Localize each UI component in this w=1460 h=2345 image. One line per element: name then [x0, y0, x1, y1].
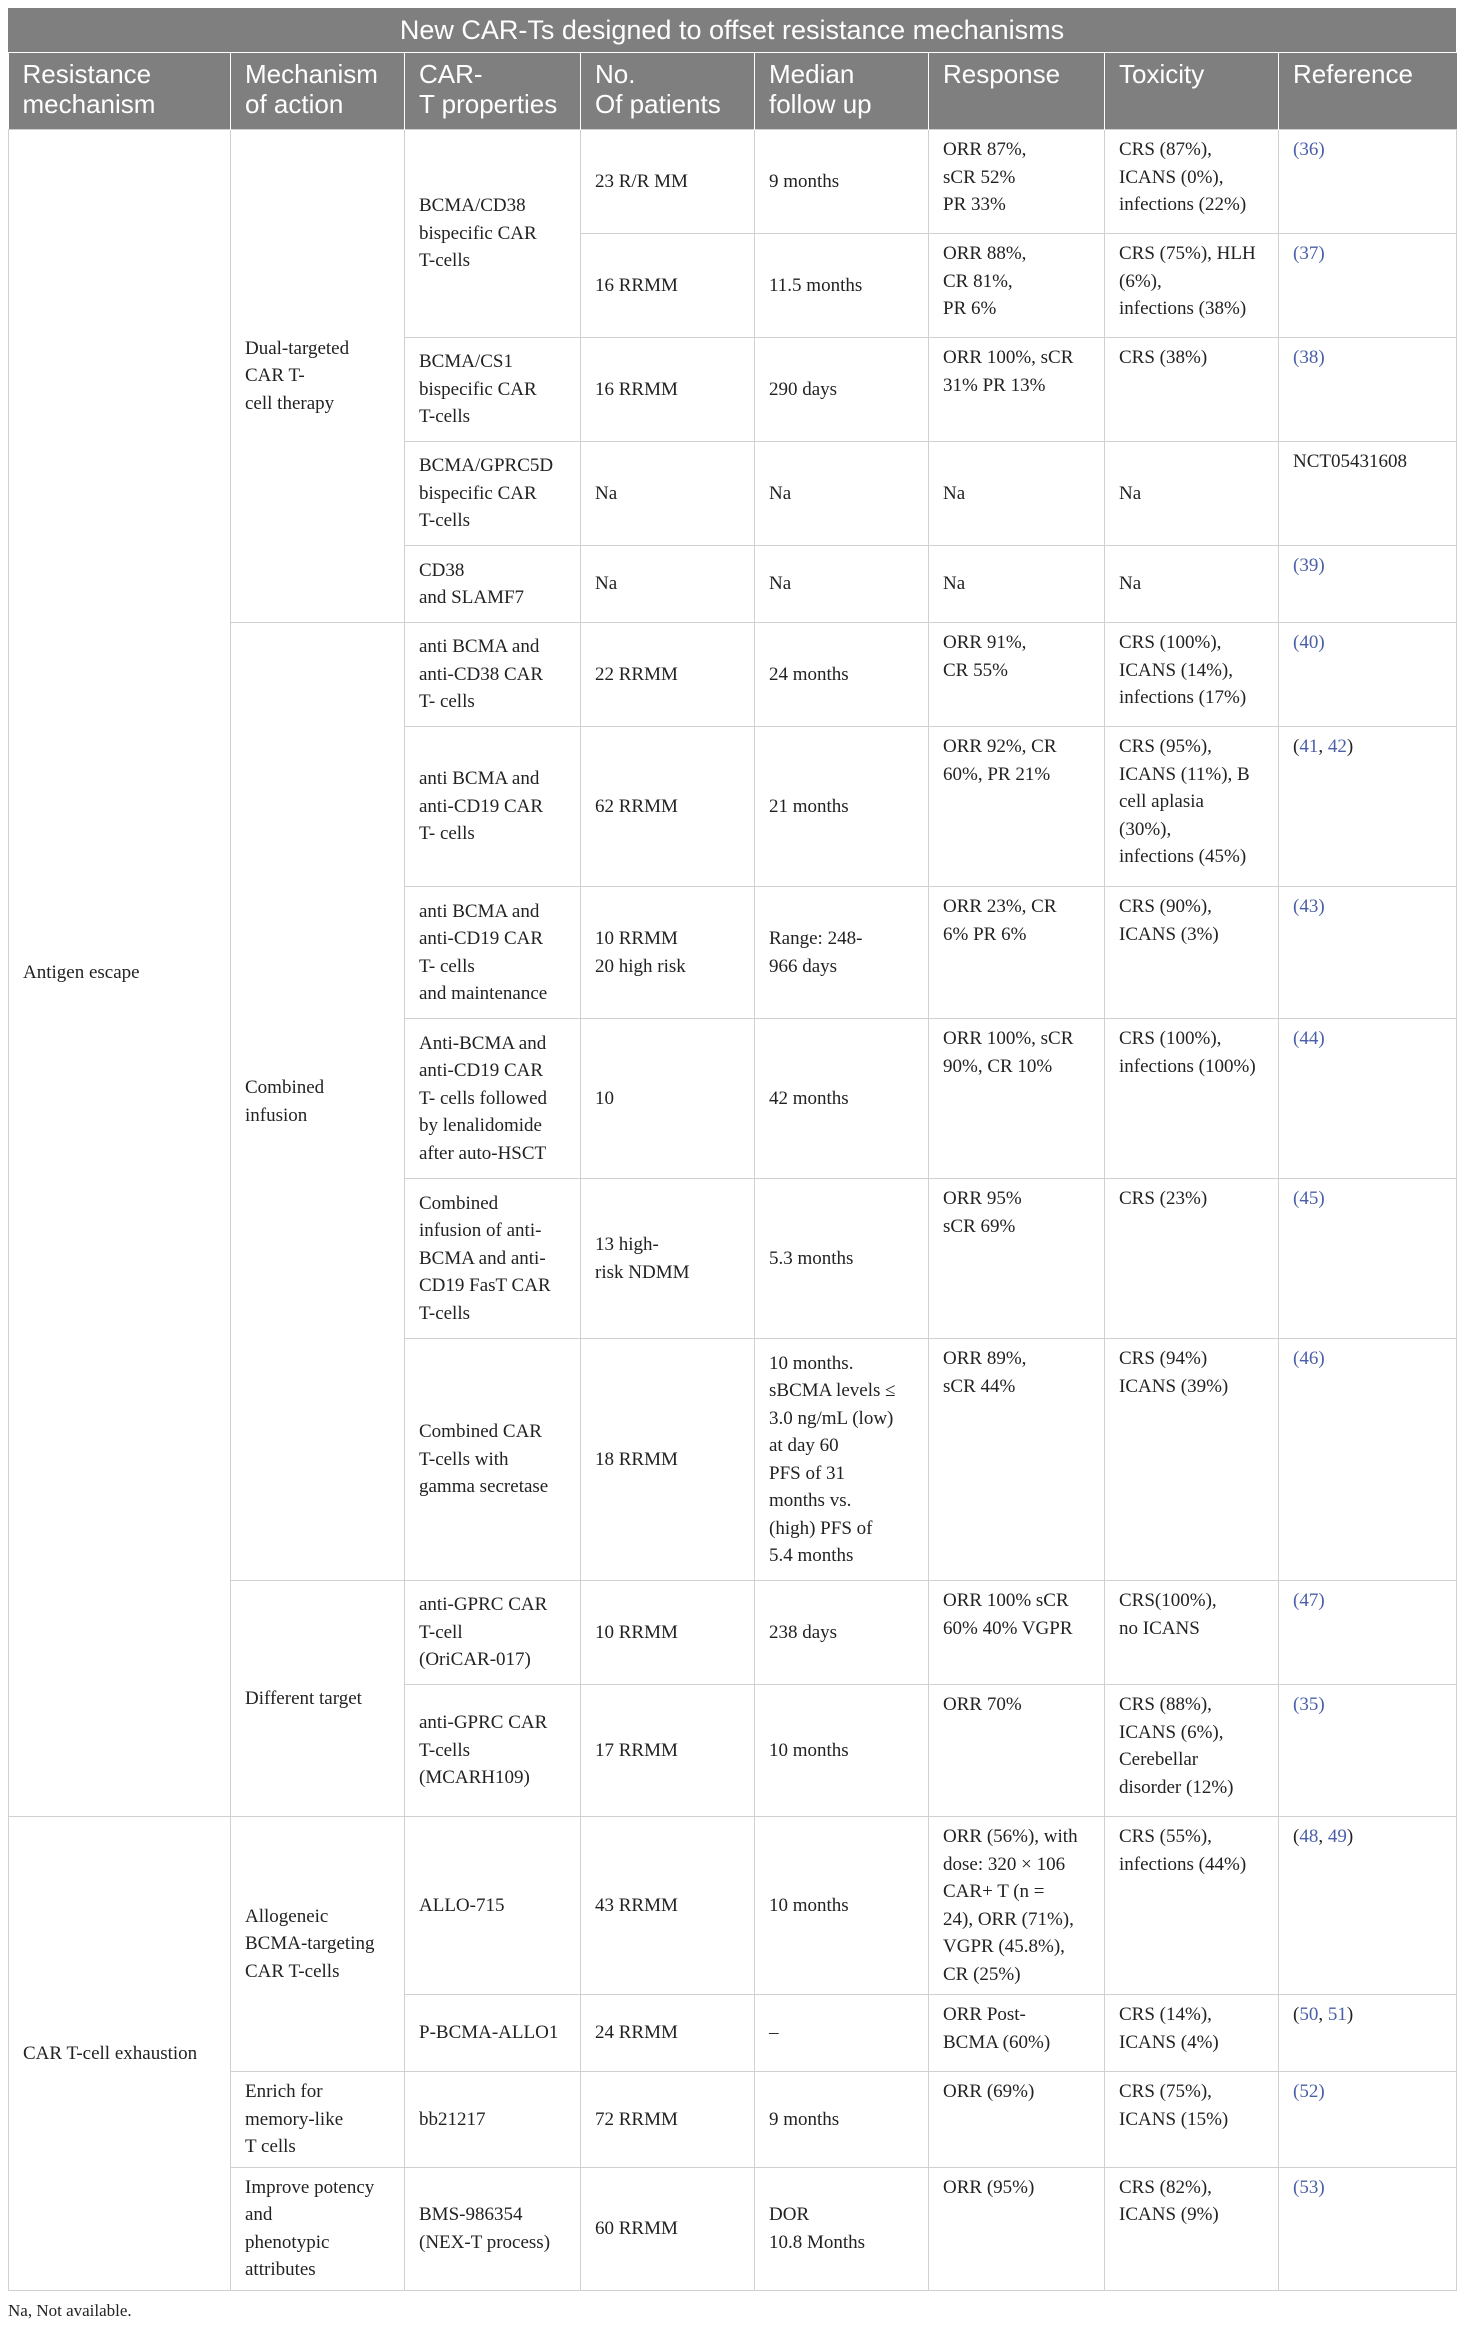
mechanism-combined-infusion: Combined infusion — [231, 623, 405, 1581]
cell-patients: 18 RRMM — [581, 1339, 755, 1581]
cell-patients: 62 RRMM — [581, 727, 755, 887]
cell-followup: 9 months — [755, 130, 929, 234]
group-antigen-escape: Antigen escape — [9, 130, 231, 1817]
cell-props: ALLO-715 — [405, 1817, 581, 1995]
cell-response: ORR 100%, sCR 90%, CR 10% — [929, 1019, 1105, 1179]
cell-reference — [1279, 234, 1457, 338]
reference-link[interactable]: (39) — [1293, 555, 1325, 576]
cell-response: ORR 92%, CR 60%, PR 21% — [929, 727, 1105, 887]
cell-props: P-BCMA-ALLO1 — [405, 1995, 581, 2072]
cell-toxicity: CRS (14%), ICANS (4%) — [1105, 1995, 1279, 2072]
cell-patients: 43 RRMM — [581, 1817, 755, 1995]
header-car-t-properties: CAR- T properties — [405, 53, 581, 130]
cell-followup: 9 months — [755, 2072, 929, 2168]
cell-followup: 5.3 months — [755, 1179, 929, 1339]
cell-props: Combined CAR T-cells with gamma secretase — [405, 1339, 581, 1581]
cell-followup: 290 days — [755, 338, 929, 442]
cell-reference — [1279, 338, 1457, 442]
cell-patients: 23 R/R MM — [581, 130, 755, 234]
cell-toxicity: CRS (100%), ICANS (14%), infections (17%) — [1105, 623, 1279, 727]
reference-link[interactable]: (44) — [1293, 1028, 1325, 1049]
cell-followup: 238 days — [755, 1581, 929, 1685]
cell-toxicity: Na — [1105, 442, 1279, 546]
resistance-table — [8, 53, 1457, 2291]
cell-toxicity: CRS (75%), HLH (6%), infections (38%) — [1105, 234, 1279, 338]
cell-reference — [1279, 1685, 1457, 1817]
cell-toxicity: CRS (75%), ICANS (15%) — [1105, 2072, 1279, 2168]
reference-link[interactable]: (40) — [1293, 632, 1325, 653]
reference-link[interactable]: 51 — [1327, 2004, 1347, 2025]
cell-toxicity: CRS (82%), ICANS (9%) — [1105, 2167, 1279, 2290]
cell-props: anti BCMA and anti-CD38 CAR T- cells — [405, 623, 581, 727]
cell-patients: 10 RRMM — [581, 1581, 755, 1685]
cell-props: CD38 and SLAMF7 — [405, 546, 581, 623]
header-median-follow-up: Median follow up — [755, 53, 929, 130]
cell-reference — [1279, 2072, 1457, 2168]
cell-props: BMS-986354 (NEX-T process) — [405, 2167, 581, 2290]
cell-props: anti BCMA and anti-CD19 CAR T- cells — [405, 727, 581, 887]
cell-followup: 42 months — [755, 1019, 929, 1179]
cell-props: Anti-BCMA and anti-CD19 CAR T- cells followed by lenalidomide after auto-HSCT — [405, 1019, 581, 1179]
table-row — [9, 1817, 1457, 1995]
header-row — [9, 53, 1457, 130]
cell-patients: 60 RRMM — [581, 2167, 755, 2290]
cell-reference — [1279, 1179, 1457, 1339]
cell-props: anti BCMA and anti-CD19 CAR T- cells and maintenance — [405, 887, 581, 1019]
cell-toxicity: CRS (87%), ICANS (0%), infections (22%) — [1105, 130, 1279, 234]
reference-link[interactable]: (37) — [1293, 243, 1325, 264]
reference-link[interactable]: (35) — [1293, 1694, 1325, 1715]
header-reference: Reference — [1279, 53, 1457, 130]
cell-followup: DOR 10.8 Months — [755, 2167, 929, 2290]
cell-reference — [1279, 1581, 1457, 1685]
group-car-t-exhaustion: CAR T-cell exhaustion — [9, 1817, 231, 2291]
table-title: New CAR-Ts designed to offset resistance mechanisms — [8, 8, 1456, 53]
cell-response: ORR 88%, CR 81%, PR 6% — [929, 234, 1105, 338]
mechanism-memory-like: Enrich for memory-like T cells — [231, 2072, 405, 2168]
cell-response: ORR (95%) — [929, 2167, 1105, 2290]
cell-patients: 17 RRMM — [581, 1685, 755, 1817]
header-toxicity: Toxicity — [1105, 53, 1279, 130]
cell-response: ORR (69%) — [929, 2072, 1105, 2168]
reference-link[interactable]: 42 — [1327, 736, 1347, 757]
cell-toxicity: CRS (95%), ICANS (11%), B cell aplasia (30%), infections (45%) — [1105, 727, 1279, 887]
reference-link[interactable]: (47) — [1293, 1590, 1325, 1611]
cell-toxicity: Na — [1105, 546, 1279, 623]
cell-patients: 22 RRMM — [581, 623, 755, 727]
cell-response: ORR 23%, CR 6% PR 6% — [929, 887, 1105, 1019]
cell-reference — [1279, 130, 1457, 234]
cell-followup: – — [755, 1995, 929, 2072]
cell-patients: 16 RRMM — [581, 234, 755, 338]
cell-response: ORR 91%, CR 55% — [929, 623, 1105, 727]
cell-response: Na — [929, 442, 1105, 546]
cell-followup: 21 months — [755, 727, 929, 887]
cell-toxicity: CRS (55%), infections (44%) — [1105, 1817, 1279, 1995]
cell-props: Combined infusion of anti- BCMA and anti- CD19 FasT CAR T-cells — [405, 1179, 581, 1339]
reference-link[interactable]: (36) — [1293, 139, 1325, 160]
cell-response: ORR 95% sCR 69% — [929, 1179, 1105, 1339]
cell-reference: (41, 42) — [1279, 727, 1457, 887]
mechanism-dual-targeted: Dual-targeted CAR T- cell therapy — [231, 130, 405, 623]
reference-link[interactable]: (52) — [1293, 2081, 1325, 2102]
cell-toxicity: CRS (38%) — [1105, 338, 1279, 442]
mechanism-improve-potency: Improve potency and phenotypic attributes — [231, 2167, 405, 2290]
cell-reference — [1279, 1019, 1457, 1179]
cell-response: ORR 100% sCR 60% 40% VGPR — [929, 1581, 1105, 1685]
reference-link[interactable]: (45) — [1293, 1188, 1325, 1209]
cell-followup: 11.5 months — [755, 234, 929, 338]
cell-props: BCMA/GPRC5D bispecific CAR T-cells — [405, 442, 581, 546]
cell-patients: 72 RRMM — [581, 2072, 755, 2168]
reference-link[interactable]: (53) — [1293, 2176, 1325, 2198]
cell-reference — [1279, 2167, 1457, 2290]
cell-toxicity: CRS (94%) ICANS (39%) — [1105, 1339, 1279, 1581]
cell-response: ORR 89%, sCR 44% — [929, 1339, 1105, 1581]
cell-reference — [1279, 623, 1457, 727]
cell-reference: (50, 51) — [1279, 1995, 1457, 2072]
cell-followup: 10 months — [755, 1685, 929, 1817]
cell-reference — [1279, 887, 1457, 1019]
reference-link[interactable]: 49 — [1327, 1826, 1347, 1847]
cell-response: ORR (56%), with dose: 320 × 106 CAR+ T (n = 24), ORR (71%), VGPR (45.8%), CR (25%) — [929, 1817, 1105, 1995]
reference-link[interactable]: (38) — [1293, 347, 1325, 368]
cell-response: ORR 100%, sCR 31% PR 13% — [929, 338, 1105, 442]
cell-followup: Na — [755, 546, 929, 623]
cell-patients: 16 RRMM — [581, 338, 755, 442]
cell-followup: 24 months — [755, 623, 929, 727]
cell-reference: (48, 49) — [1279, 1817, 1457, 1995]
cell-toxicity: CRS (90%), ICANS (3%) — [1105, 887, 1279, 1019]
reference-link[interactable]: 48 — [1299, 1826, 1319, 1847]
cell-response: Na — [929, 546, 1105, 623]
cell-props: BCMA/CD38 bispecific CAR T-cells — [405, 130, 581, 338]
cell-toxicity: CRS(100%), no ICANS — [1105, 1581, 1279, 1685]
cell-props: anti-GPRC CAR T-cells (MCARH109) — [405, 1685, 581, 1817]
header-resistance-mechanism: Resistance mechanism — [9, 53, 231, 130]
cell-followup: 10 months. sBCMA levels ≤ 3.0 ng/mL (low) at day 60 PFS of 31 months vs. (high) PFS of 5.4 months — [755, 1339, 929, 1581]
cell-patients: Na — [581, 442, 755, 546]
table-footnote: Na, Not available. — [8, 2300, 132, 2320]
cell-followup: Range: 248- 966 days — [755, 887, 929, 1019]
mechanism-different-target: Different target — [231, 1581, 405, 1817]
header-no-of-patients: No. Of patients — [581, 53, 755, 130]
reference-link[interactable]: 50 — [1299, 2004, 1319, 2025]
cell-reference — [1279, 1339, 1457, 1581]
cell-reference: NCT05431608 — [1279, 442, 1457, 546]
cell-response: ORR 87%, sCR 52% PR 33% — [929, 130, 1105, 234]
cell-patients: 10 — [581, 1019, 755, 1179]
cell-response: ORR 70% — [929, 1685, 1105, 1817]
cell-patients: 24 RRMM — [581, 1995, 755, 2072]
cell-followup: Na — [755, 442, 929, 546]
cell-props: anti-GPRC CAR T-cell (OriCAR-017) — [405, 1581, 581, 1685]
cell-toxicity: CRS (88%), ICANS (6%), Cerebellar disorder (12%) — [1105, 1685, 1279, 1817]
reference-link[interactable]: 41 — [1299, 736, 1319, 757]
cell-props: bb21217 — [405, 2072, 581, 2168]
table-container — [8, 8, 1456, 2321]
reference-link[interactable]: (46) — [1293, 1348, 1325, 1369]
header-response: Response — [929, 53, 1105, 130]
reference-link[interactable]: (43) — [1293, 896, 1325, 917]
cell-patients: 10 RRMM 20 high risk — [581, 887, 755, 1019]
cell-toxicity: CRS (100%), infections (100%) — [1105, 1019, 1279, 1179]
mechanism-allogeneic: Allogeneic BCMA-targeting CAR T-cells — [231, 1817, 405, 2072]
cell-patients: 13 high- risk NDMM — [581, 1179, 755, 1339]
cell-props: BCMA/CS1 bispecific CAR T-cells — [405, 338, 581, 442]
cell-reference — [1279, 546, 1457, 623]
cell-response: ORR Post- BCMA (60%) — [929, 1995, 1105, 2072]
header-mechanism-of-action: Mechanism of action — [231, 53, 405, 130]
table-row — [9, 130, 1457, 234]
cell-toxicity: CRS (23%) — [1105, 1179, 1279, 1339]
cell-followup: 10 months — [755, 1817, 929, 1995]
cell-patients: Na — [581, 546, 755, 623]
